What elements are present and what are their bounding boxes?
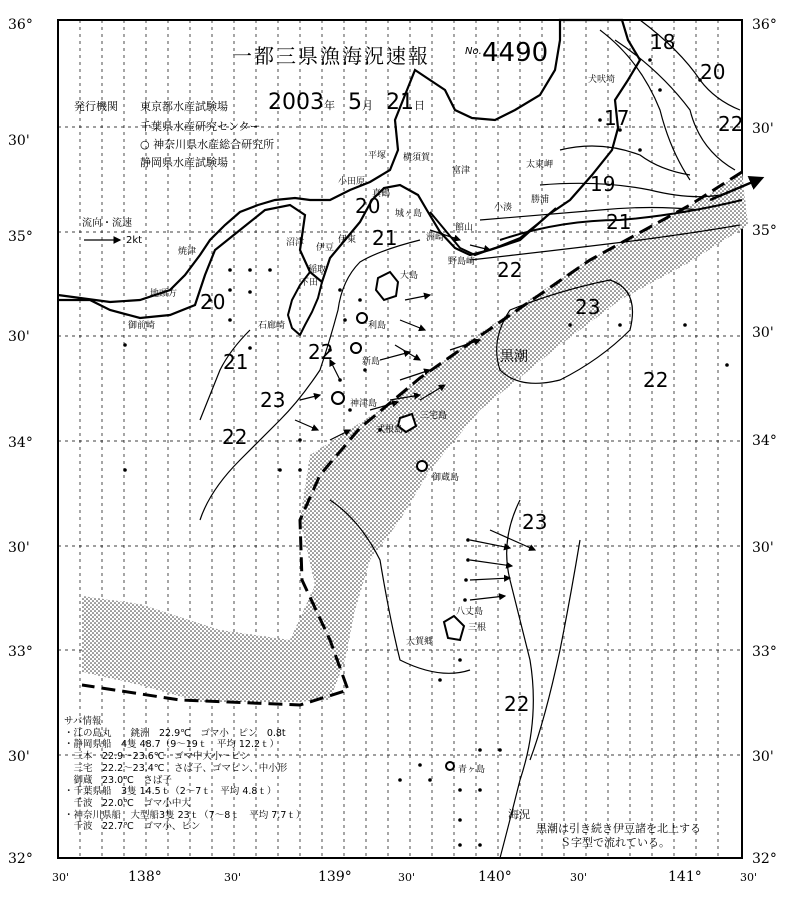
place-izu: 伊豆 bbox=[316, 243, 335, 253]
mikurajima-island bbox=[417, 461, 427, 471]
lat-label-right-33-30: 30' bbox=[752, 540, 774, 556]
lat-label-left-35-30: 30' bbox=[8, 133, 30, 149]
saba-info bbox=[64, 716, 305, 833]
lon-label-141: 141° bbox=[668, 869, 702, 885]
lat-label-left-33: 33° bbox=[8, 644, 33, 660]
lon-label-140: 140° bbox=[478, 869, 512, 885]
lat-label-right-32-30: 30' bbox=[752, 749, 774, 765]
saba-line: ・神奈川県船 大型船3隻 23ｔ（7～8ｔ 平均 7.7ｔ） bbox=[64, 809, 306, 821]
date-month-unit: 月 bbox=[362, 99, 373, 112]
place-odawara: 小田原 bbox=[338, 177, 366, 187]
date-day: 21 bbox=[386, 90, 414, 115]
issue-label: No. bbox=[465, 46, 482, 57]
issuer-label: 発行機関 bbox=[74, 100, 118, 113]
place-mikurajima: 御蔵島 bbox=[432, 473, 460, 483]
flow-legend-speed: 2kt bbox=[126, 235, 143, 246]
issuer-shizuoka: 静岡県水産試験場 bbox=[140, 156, 228, 169]
niijima-island bbox=[351, 343, 361, 353]
place-numazu: 沼津 bbox=[286, 238, 305, 248]
date-year: 2003 bbox=[268, 90, 324, 115]
saba-line: 御蔵 23.0℃ さば子 bbox=[64, 774, 172, 786]
isotherm-label-23-west: 23 bbox=[260, 388, 286, 412]
isotherm-label-22-boso: 22 bbox=[497, 258, 523, 282]
isotherm-label-22-ne: 22 bbox=[718, 112, 744, 136]
isotherm-label-22-west: 22 bbox=[222, 425, 248, 449]
summary-text-2: Ｓ字型で流れている。 bbox=[560, 836, 670, 849]
isotherm-label-23-south: 23 bbox=[522, 510, 548, 534]
toshima-island bbox=[357, 313, 367, 323]
place-hachijojima: 八丈島 bbox=[456, 607, 484, 617]
place-niijima: 新島 bbox=[362, 357, 381, 367]
place-hiratsuka: 平塚 bbox=[368, 151, 387, 161]
issuer-kanagawa: ○ 神奈川県水産総合研究所 bbox=[140, 138, 275, 151]
flow-legend bbox=[82, 214, 142, 246]
lon-label-140-30: 30' bbox=[570, 871, 588, 884]
issue-number: 4490 bbox=[482, 38, 549, 68]
date-month: 5 bbox=[348, 90, 362, 115]
lat-label-right-33: 33° bbox=[752, 644, 777, 660]
lat-label-right-32: 32° bbox=[752, 851, 777, 867]
isotherm-label-21-west: 21 bbox=[223, 350, 249, 374]
isotherm-label-20-ne: 20 bbox=[700, 60, 726, 84]
place-miyakejima: 三宅島 bbox=[420, 411, 448, 421]
place-aogashima: 青ヶ島 bbox=[458, 765, 486, 775]
place-omaezaki: 御前崎 bbox=[128, 321, 156, 331]
isotherm-label-22-east: 22 bbox=[643, 368, 669, 392]
lat-label-right-35: 35° bbox=[752, 223, 777, 239]
lat-label-right-36: 36° bbox=[752, 17, 777, 33]
lat-label-right-34-30: 30' bbox=[752, 325, 774, 341]
lon-label-141-30: 30' bbox=[740, 871, 758, 884]
lat-label-left-36: 36° bbox=[8, 17, 33, 33]
date-day-unit: 日 bbox=[414, 99, 425, 112]
lat-label-left-32: 32° bbox=[8, 851, 33, 867]
lat-label-right-35-30: 30' bbox=[752, 121, 774, 137]
isotherm-label-21-sagami: 21 bbox=[372, 226, 398, 250]
lat-label-left-32-30: 30' bbox=[8, 749, 30, 765]
issuer-tokyo: 東京都水産試験場 bbox=[140, 100, 228, 113]
lat-label-left-34-30: 30' bbox=[8, 329, 30, 345]
place-nojimazaki: 野島崎 bbox=[448, 257, 476, 267]
place-jogashima: 城ヶ島 bbox=[395, 209, 423, 219]
lon-label-139: 139° bbox=[318, 869, 352, 885]
lat-label-left-35: 35° bbox=[8, 229, 33, 245]
summary-text-1: 黒潮は引き続き伊豆諸を北上する bbox=[536, 822, 701, 835]
place-shikinejima: 式根島 bbox=[376, 425, 404, 435]
place-inatori: 稲取 bbox=[308, 265, 327, 275]
lon-label-138: 138° bbox=[128, 869, 162, 885]
saba-line: ・静岡県船 4隻 48.7（9～19ｔ 平均 12.2ｔ） bbox=[64, 739, 280, 751]
place-shimoda: 下田 bbox=[300, 278, 319, 288]
place-kozushima: 神津島 bbox=[350, 399, 378, 409]
hachijojima-island bbox=[444, 616, 464, 640]
place-mitsune: 三根 bbox=[468, 623, 487, 633]
issuer-kanagawa-text: 神奈川県水産総合研究所 bbox=[153, 138, 275, 151]
summary-title: 海況 bbox=[508, 808, 530, 821]
isotherm-label-22-izu: 22 bbox=[308, 340, 334, 364]
saba-title: サバ情報 bbox=[64, 716, 102, 727]
place-katsuura: 勝浦 bbox=[531, 195, 550, 205]
isotherm-label-23-east: 23 bbox=[575, 295, 601, 319]
isotherm-label-20-suruga: 20 bbox=[200, 290, 226, 314]
lon-label-137-30: 30' bbox=[52, 871, 70, 884]
lat-label-left-33-30: 30' bbox=[8, 540, 30, 556]
place-okago: 大賀郷 bbox=[406, 637, 434, 647]
flow-legend-title: 流向・流速 bbox=[82, 218, 132, 229]
date-year-unit: 年 bbox=[324, 99, 335, 112]
isotherm-label-22-south: 22 bbox=[504, 692, 530, 716]
place-futtsu: 富津 bbox=[452, 166, 471, 176]
oshima-island bbox=[376, 272, 398, 300]
place-sunosaki: 洲崎 bbox=[426, 233, 445, 243]
saba-line: ・江の島丸 銚洲 22.9℃ ゴマ小 ピン 0.8t bbox=[64, 727, 286, 739]
saba-line: 三宅 22.2～23.4℃ さば子、ゴマピン、中小形 bbox=[64, 762, 288, 774]
place-manazuru: 真鶴 bbox=[372, 189, 391, 199]
place-toshima: 利島 bbox=[368, 321, 387, 331]
lat-label-right-34: 34° bbox=[752, 433, 777, 449]
isotherm-label-21-boso: 21 bbox=[606, 210, 632, 234]
lon-label-138-30: 30' bbox=[224, 871, 242, 884]
isotherm-label-20-sagami: 20 bbox=[355, 194, 381, 218]
place-ito: 伊東 bbox=[338, 235, 357, 245]
aogashima-island bbox=[446, 762, 454, 770]
place-inubozaki: 犬吠埼 bbox=[588, 75, 616, 85]
place-yaizu: 焼津 bbox=[178, 247, 197, 257]
isotherm-label-17: 17 bbox=[604, 106, 630, 130]
place-tateyama: 館山 bbox=[455, 223, 474, 233]
saba-line: 三本 22.9～23.6℃ ゴマ中大小～ピン bbox=[64, 751, 250, 763]
isotherm-label-19: 19 bbox=[590, 172, 616, 196]
place-jitogata: 地頭方 bbox=[150, 289, 178, 299]
lon-label-139-30: 30' bbox=[398, 871, 416, 884]
kuroshio-label: 黒潮 bbox=[500, 349, 528, 365]
kozushima-island bbox=[332, 392, 344, 404]
sea-condition-summary bbox=[508, 806, 701, 850]
issuer-chiba: 千葉県水産研究センター bbox=[140, 120, 261, 133]
place-taito: 太東岬 bbox=[526, 160, 554, 170]
saba-line: 千波 22.0℃ ゴマ小中大 bbox=[64, 797, 191, 809]
place-kominato: 小湊 bbox=[494, 203, 513, 213]
page-title: 一都三県漁海況速報 bbox=[232, 44, 430, 68]
saba-line: 千波 22.7℃ ゴマ小、ピン bbox=[64, 821, 201, 833]
issue-date bbox=[268, 90, 425, 115]
place-yokosuka: 横須賀 bbox=[403, 153, 431, 163]
isotherm-label-18: 18 bbox=[650, 30, 676, 54]
lat-label-left-34: 34° bbox=[8, 435, 33, 451]
place-irozaki: 石廊崎 bbox=[258, 321, 286, 331]
place-oshima: 大島 bbox=[400, 271, 419, 281]
saba-line: ・千葉県船 3隻 14.5ｔ（2～7ｔ 平均 4.8ｔ） bbox=[64, 786, 277, 798]
